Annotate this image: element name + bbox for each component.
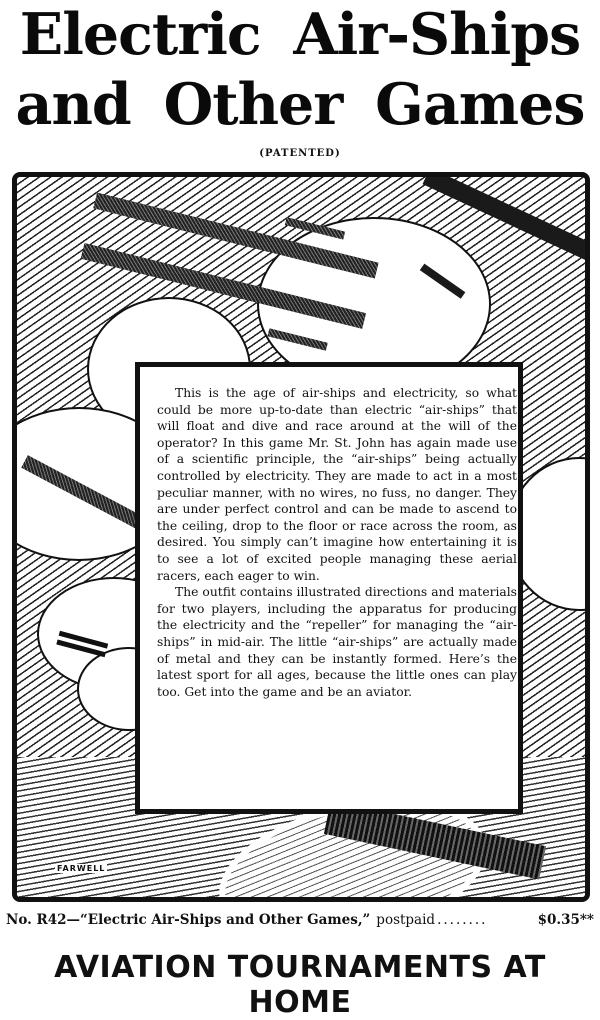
catalog-number: No. R42— xyxy=(6,912,81,928)
product-name: “Electric Air-Ships and Other Games,” xyxy=(80,912,371,928)
patented-label: (PATENTED) xyxy=(259,148,341,159)
shipping-label: postpaid xyxy=(376,912,436,928)
description-text xyxy=(157,385,517,700)
paragraph-2: The outfit contains illustrated directions and materials for two players, including the apparatus for producing the electricity and the “repeller” for managing the “air-ships” in mid-air. The little “air-ships” are actually made of metal and they can be instantly formed. Here’s the latest sport for all ages, because the little ones can play too. Get into the game and be an aviator. xyxy=(157,585,517,699)
dot-leader: ........ xyxy=(437,912,488,928)
artist-signature: FARWELL xyxy=(57,864,106,873)
paragraph-1: This is the age of air-ships and electricity, so what could be more up-to-date than electric “air-ships” that will float and dive and race around at the will of the operator? In this game Mr. St. John has again made use of a scientific principle, the “air-ships” being actually controlled by electricity. They are made to act in a most peculiar manner, with no wires, no fuss, no danger. They are under perfect control and can be made to ascend to the ceiling, drop to the floor or race across the room, as desired. You simply can’t imagine how entertaining it is to see a lot of excited people managing these aerial racers, each eager to win. xyxy=(157,386,517,583)
section-heading: AVIATION TOURNAMENTS AT HOME xyxy=(54,950,546,1020)
price: $0.35** xyxy=(537,912,594,928)
headline-line-1: Electric Air-Ships xyxy=(19,1,581,68)
headline-line-2: and Other Games xyxy=(15,71,585,138)
description-box xyxy=(135,362,523,814)
order-line xyxy=(6,912,594,928)
